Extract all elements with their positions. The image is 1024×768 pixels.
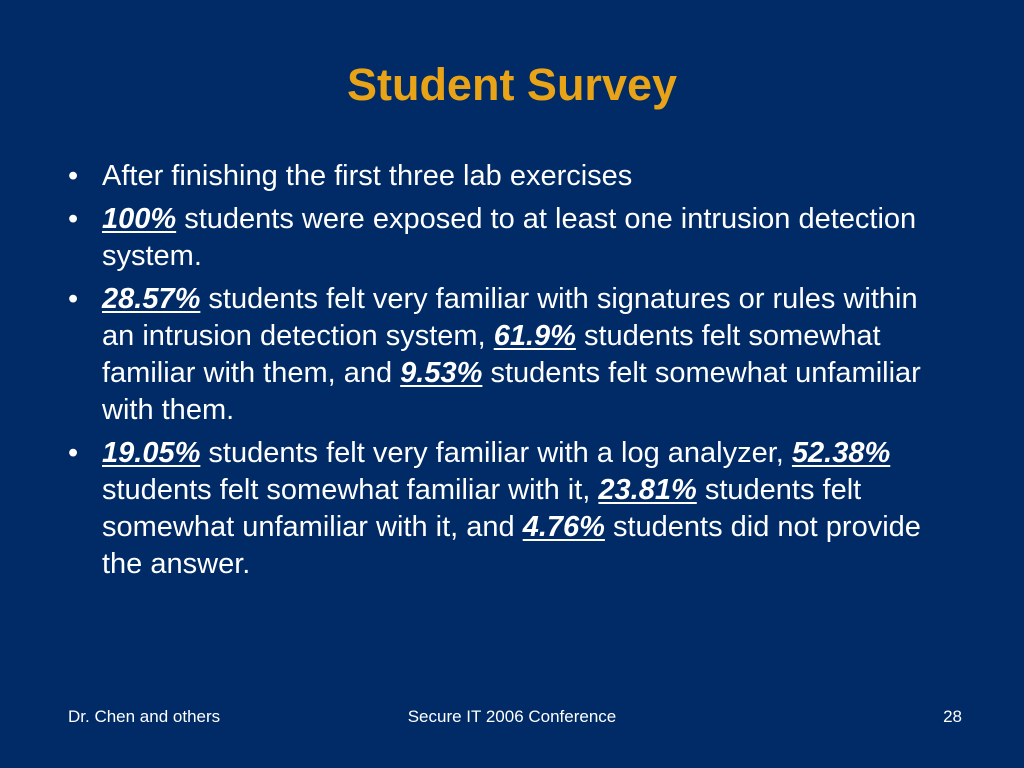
stat-value: 19.05% (102, 437, 201, 469)
stat-value: 100% (102, 203, 177, 235)
bullet-text: After finishing the first three lab exercises (102, 160, 633, 192)
bullet-text: students felt very familiar with signatures or rules within an intrusion detection system, (102, 283, 918, 352)
stat-value: 9.53% (400, 357, 483, 389)
stat-value: 61.9% (493, 320, 576, 352)
stat-value: 28.57% (102, 283, 201, 315)
bullet-text: students were exposed to at least one intrusion detection system. (102, 203, 917, 272)
footer-conference: Secure IT 2006 Conference (407, 707, 617, 726)
bullet-marker-icon: • (68, 437, 79, 469)
bullet-text: students felt somewhat unfamiliar with it, and (102, 474, 862, 543)
bullet-text: students felt somewhat unfamiliar with them. (102, 357, 921, 426)
bullet-text: students did not provide the answer. (102, 511, 921, 580)
bullet-item (68, 201, 948, 275)
bullet-marker-icon: • (68, 160, 79, 192)
bullet-text: students felt somewhat familiar with it, (102, 474, 599, 506)
bullet-text: students felt somewhat familiar with them, and (102, 320, 881, 389)
bullet-item (68, 281, 948, 429)
bullet-item (68, 435, 948, 583)
footer-author: Dr. Chen and others (68, 707, 221, 726)
stat-value: 52.38% (791, 437, 891, 469)
slide-title: Student Survey (346, 59, 678, 110)
slide-number: 28 (943, 707, 962, 726)
stat-value: 23.81% (598, 474, 697, 506)
bullet-item (68, 158, 948, 195)
stat-value: 4.76% (522, 511, 605, 543)
bullet-list (68, 158, 948, 589)
bullet-marker-icon: • (68, 203, 79, 235)
bullet-marker-icon: • (68, 283, 79, 315)
bullet-text: students felt very familiar with a log analyzer, (200, 437, 792, 469)
